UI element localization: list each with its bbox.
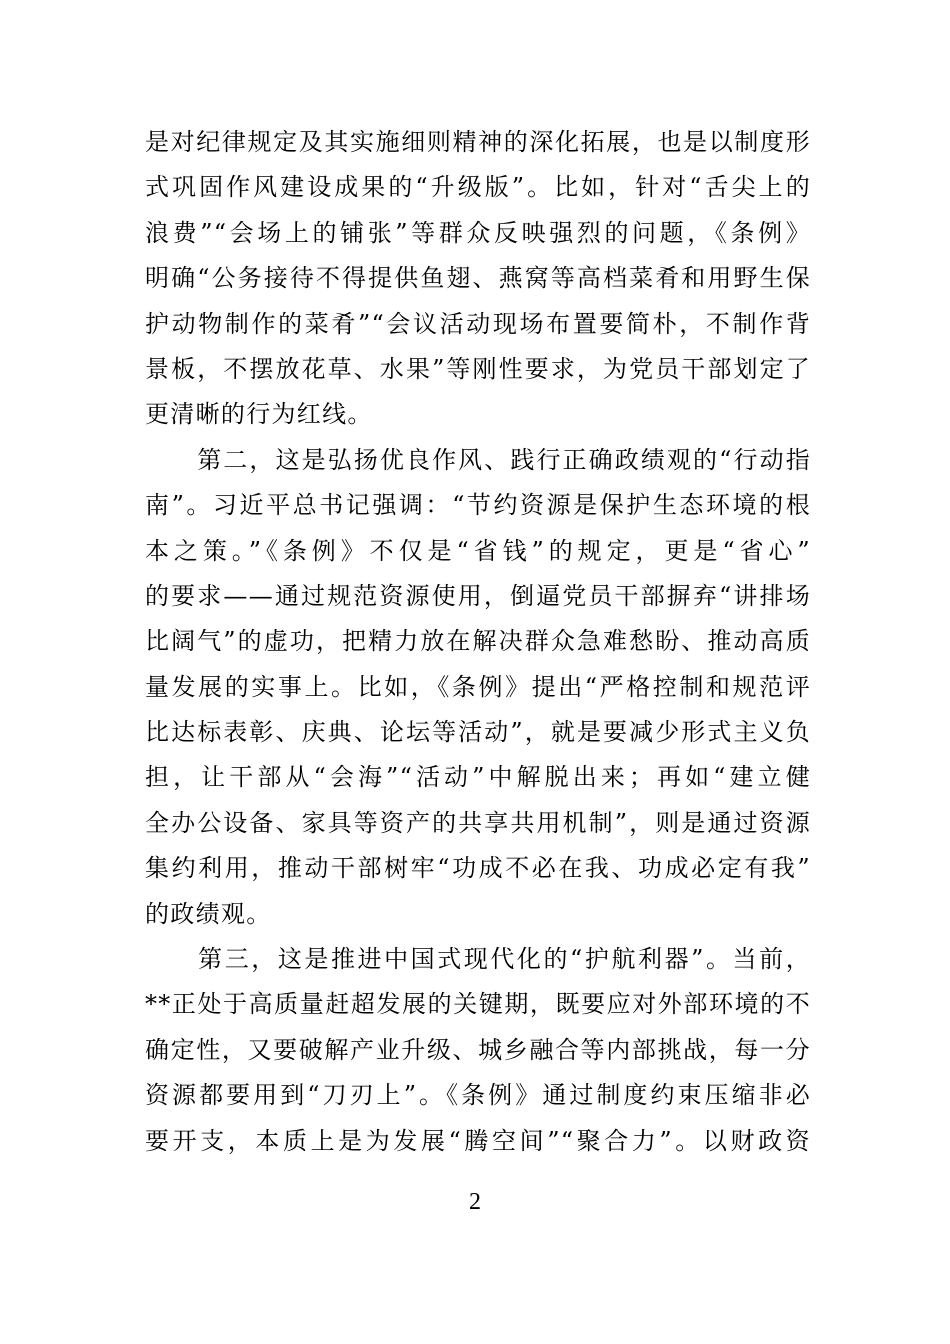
text-line: 南”。习近平总书记强调：“节约资源是保护生态环境的根 [145,491,811,520]
text-line: **正处于高质量赶超发展的关键期，既要应对外部环境的不 [145,990,811,1019]
body-text [145,120,811,1164]
text-line: 比达标表彰、庆典、论坛等活动”，就是要减少形式主义负 [145,718,811,747]
text-line: 式巩固作风建设成果的“升级版”。比如，针对“舌尖上的 [145,173,811,202]
text-line: 明确“公务接待不得提供鱼翅、燕窝等高档菜肴和用野生保 [145,264,811,293]
page-number: 2 [469,1189,481,1215]
text-line: 的政绩观。 [145,899,272,928]
text-line: 比阔气”的虚功，把精力放在解决群众急难愁盼、推动高质 [145,627,811,656]
text-line: 担，让干部从“会海”“活动”中解脱出来；再如“建立健 [145,763,811,792]
text-line: 是对纪律规定及其实施细则精神的深化拓展，也是以制度形 [145,128,811,156]
text-line: 资源都要用到“刀刃上”。《条例》通过制度约束压缩非必 [145,1081,811,1110]
paragraph-1 [145,120,811,438]
text-line: 确定性，又要破解产业升级、城乡融合等内部挑战，每一分 [145,1035,811,1064]
text-line: 量发展的实事上。比如，《条例》提出“严格控制和规范评 [145,672,811,701]
text-line: 护动物制作的菜肴”“会议活动现场布置要简朴，不制作背 [145,309,811,338]
text-line: 浪费”“会场上的铺张”等群众反映强烈的问题，《条例》 [145,218,811,247]
text-line: 第三，这是推进中国式现代化的“护航利器”。当前， [145,945,811,974]
text-line: 景板，不摆放花草、水果”等刚性要求，为党员干部划定了 [145,354,811,383]
paragraph-2 [145,438,811,937]
text-line: 第二，这是弘扬优良作风、践行正确政绩观的“行动指 [145,445,811,474]
text-line: 的要求——通过规范资源使用，倒逼党员干部摒弃“讲排场 [145,581,811,610]
text-line: 集约利用，推动干部树牢“功成不必在我、功成必定有我” [145,854,811,883]
text-line: 更清晰的行为红线。 [145,400,373,429]
text-line: 要开支，本质上是为发展“腾空间”“聚合力”。以财政资 [145,1126,811,1155]
text-line: 本之策。”《条例》不仅是“省钱”的规定，更是“省心” [145,536,811,565]
text-line: 全办公设备、家具等资产的共享共用机制”，则是通过资源 [145,808,811,837]
paragraph-3 [145,937,811,1164]
